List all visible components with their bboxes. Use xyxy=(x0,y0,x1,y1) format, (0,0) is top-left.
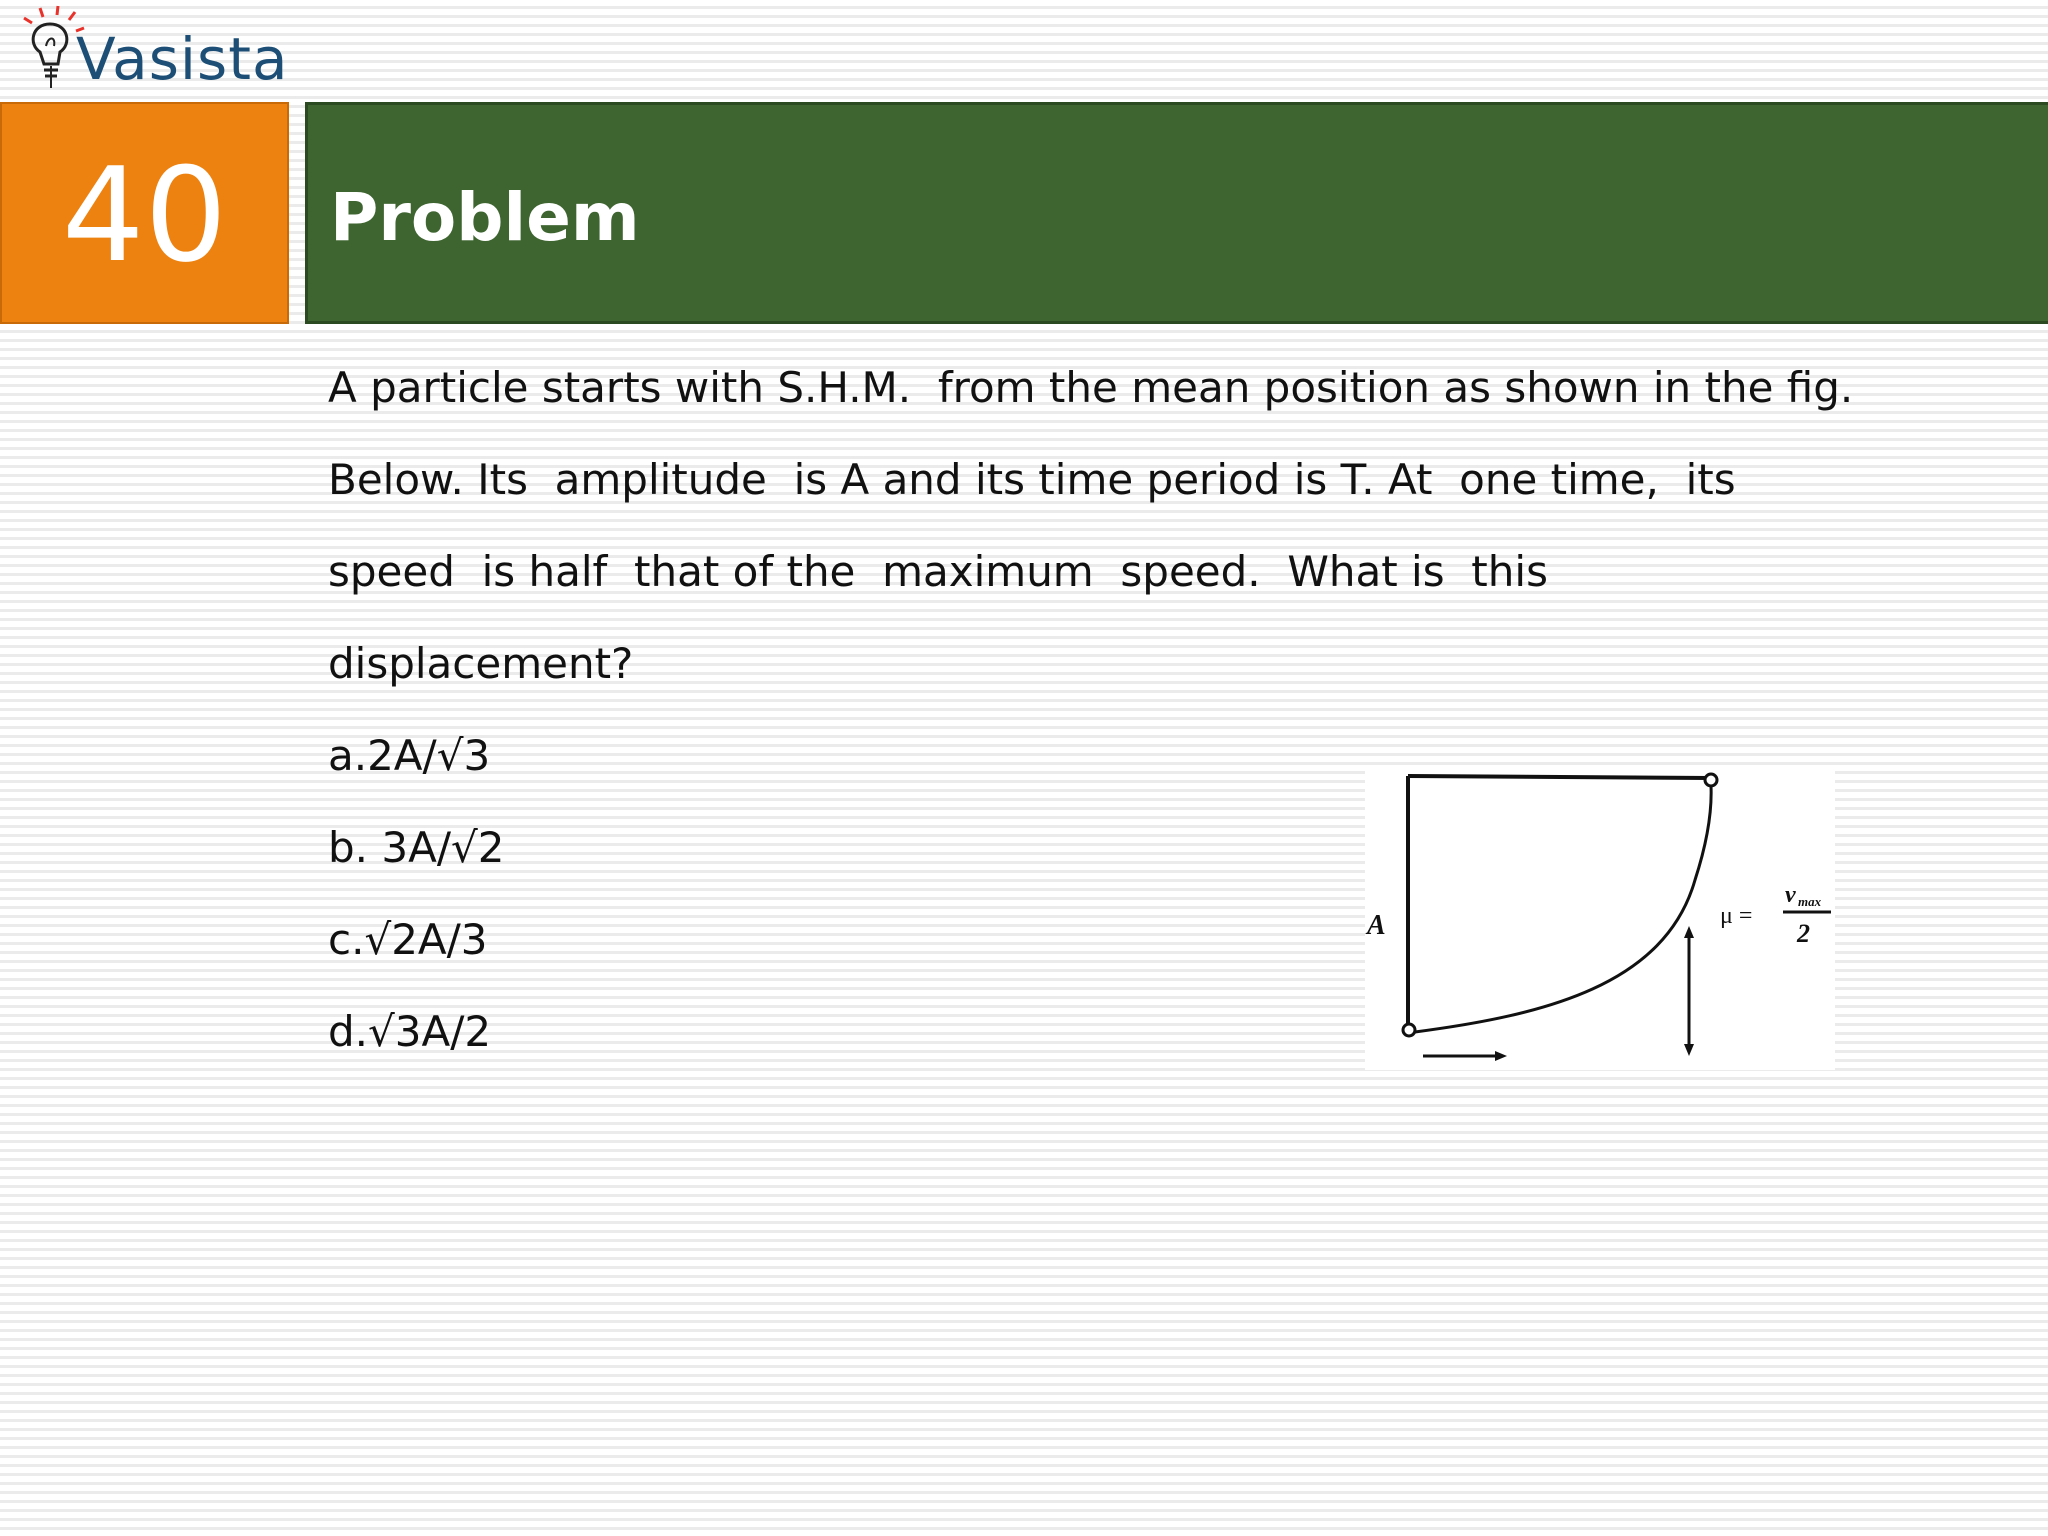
slide-title: Problem xyxy=(330,178,640,256)
question-text xyxy=(328,360,1888,728)
slide-number: 40 xyxy=(61,139,228,291)
displacement-arrow-up-head xyxy=(1684,926,1694,938)
amplitude-label: A xyxy=(1367,910,1386,941)
speed-denominator: 2 xyxy=(1797,919,1810,948)
slide-number-box xyxy=(0,102,289,324)
logo-text: Vasista xyxy=(76,25,289,93)
option-a: a.2A/√3 xyxy=(328,731,491,780)
vasista-logo xyxy=(18,4,288,96)
velocity-arrow-head xyxy=(1495,1051,1507,1061)
shm-figure xyxy=(1365,770,1835,1070)
question-line: speed is half that of the maximum speed. What is this xyxy=(328,547,1548,596)
question-line: Below. Its amplitude is A and its time period is T. At one time, its xyxy=(328,455,1736,504)
question-line: displacement? xyxy=(328,639,634,688)
option-d: d.√3A/2 xyxy=(328,1007,492,1056)
trajectory-curve xyxy=(1415,786,1711,1032)
option-b: b. 3A/√2 xyxy=(328,823,505,872)
displacement-arrow-down-head xyxy=(1684,1044,1694,1056)
bottom-left-point xyxy=(1403,1024,1415,1036)
option-c: c.√2A/3 xyxy=(328,915,488,964)
answer-options xyxy=(328,728,504,1096)
speed-label: μ = xyxy=(1720,903,1753,929)
shm-diagram xyxy=(1365,770,1835,1070)
top-line xyxy=(1408,776,1710,778)
question-line: A particle starts with S.H.M. from the mean position as shown in the fig. xyxy=(328,363,1854,412)
speed-numerator: v xyxy=(1785,882,1796,908)
title-bar xyxy=(305,102,2048,324)
speed-numerator-sub: max xyxy=(1798,894,1822,909)
top-right-point xyxy=(1705,774,1717,786)
